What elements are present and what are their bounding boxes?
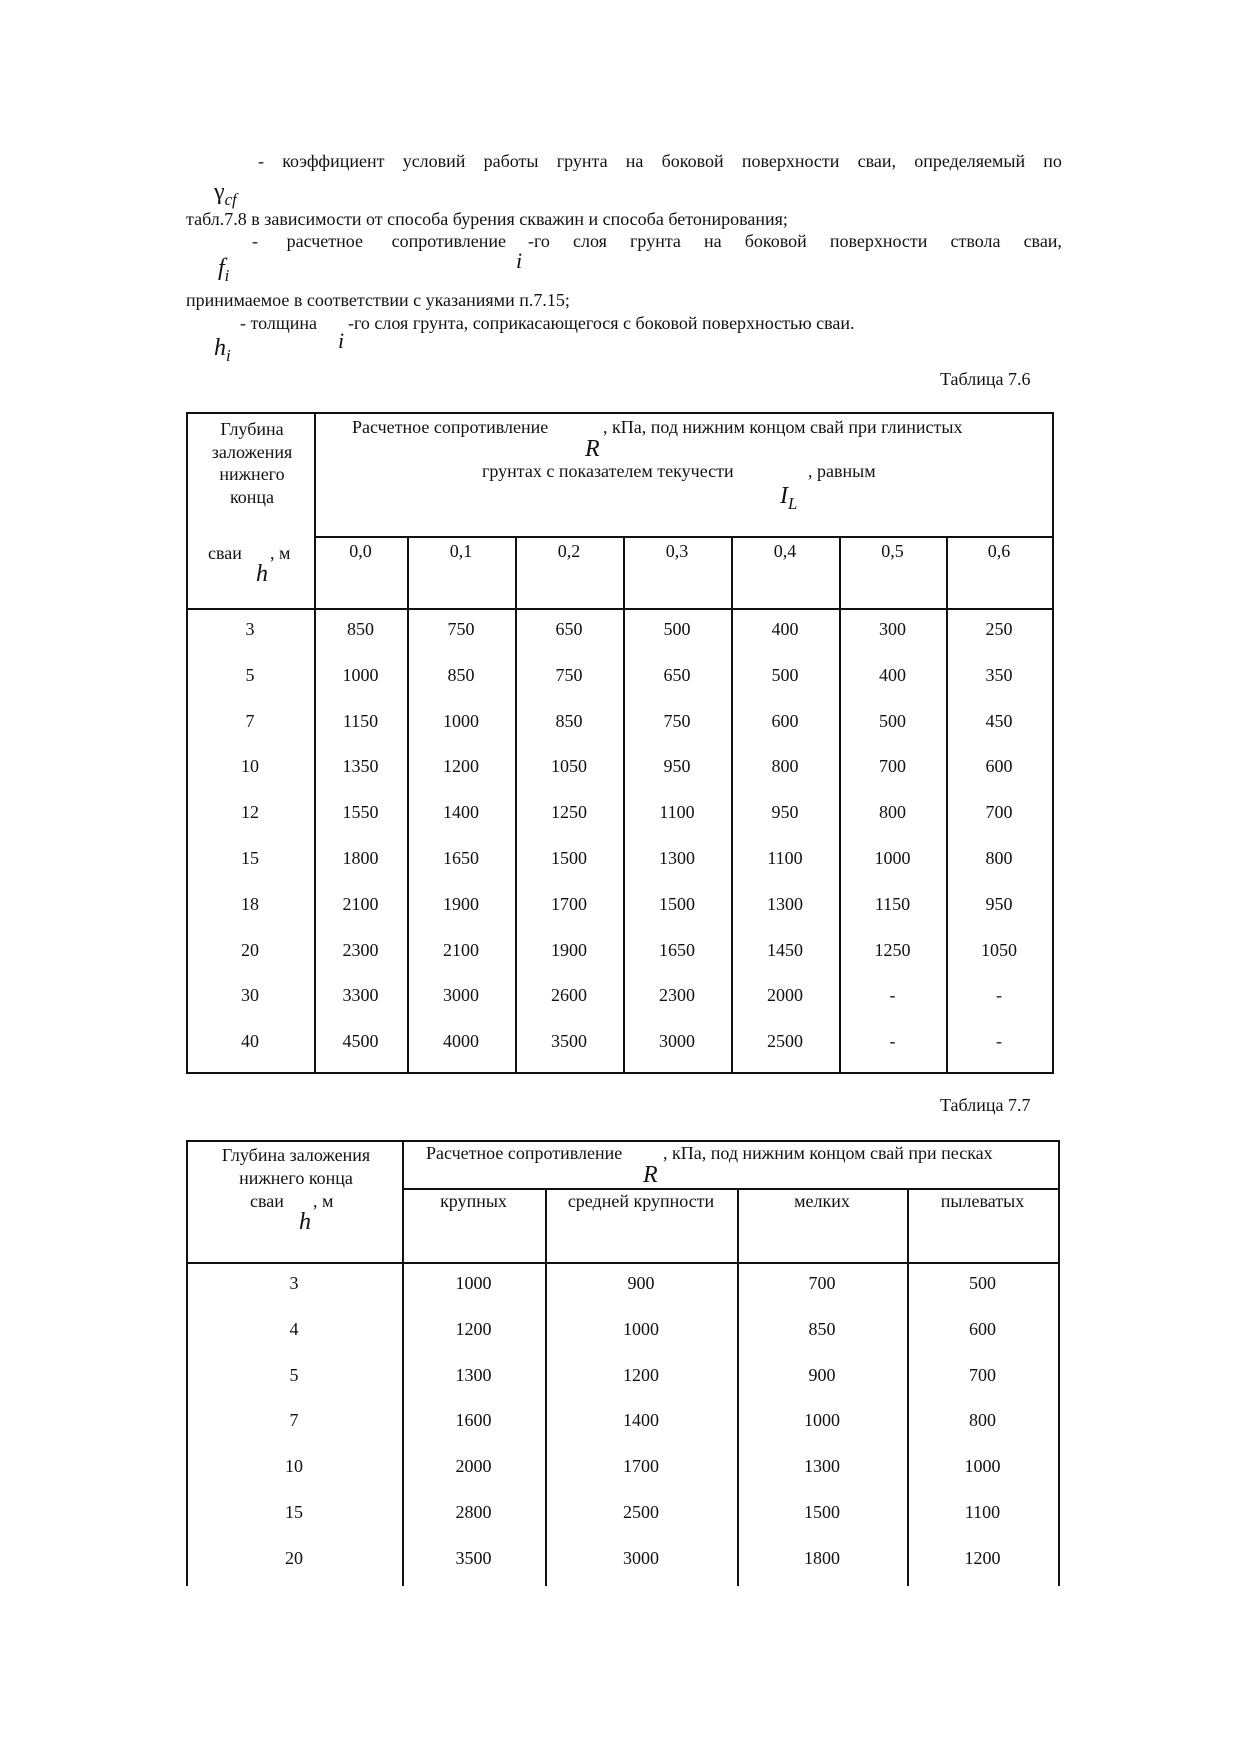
- f-definition-word: -: [252, 231, 258, 251]
- main-header-line2: грунтах с показателем текучести: [482, 461, 734, 481]
- depth-cell: 12: [241, 802, 259, 822]
- table-border-top: [186, 1140, 1060, 1142]
- value-cell: 700: [985, 802, 1013, 822]
- gamma-definition-word: по: [1043, 151, 1062, 171]
- f-definition-line2: принимаемое в соответствии с указаниями п.7.15;: [186, 290, 570, 310]
- value-cell: 4000: [443, 1031, 479, 1051]
- value-cell: 1000: [443, 711, 479, 731]
- gamma-definition-word: поверхности: [741, 151, 840, 171]
- value-cell: 1000: [804, 1410, 840, 1430]
- value-cell: 700: [969, 1365, 996, 1385]
- column-divider: [907, 1188, 909, 1586]
- value-cell: 1500: [804, 1502, 840, 1522]
- value-cell: 2100: [342, 894, 379, 914]
- depth-unit: , м: [270, 543, 291, 563]
- column-header: 0,6: [987, 541, 1011, 561]
- table-header-bottom: [186, 608, 1054, 610]
- f-definition-word: боковой: [744, 231, 807, 251]
- depth-cell: 5: [245, 665, 255, 685]
- depth-cell: 10: [285, 1456, 303, 1476]
- value-cell: 2500: [767, 1031, 803, 1051]
- depth-cell: 30: [241, 985, 259, 1005]
- depth-cell: 3: [289, 1273, 299, 1293]
- table-border-bottom: [186, 1072, 1054, 1074]
- value-cell: 1100: [659, 802, 695, 822]
- depth-cell: 15: [285, 1502, 303, 1522]
- value-cell: 750: [663, 711, 691, 731]
- value-cell: 1500: [659, 894, 695, 914]
- column-divider: [545, 1188, 547, 1586]
- h-i-symbol: $h_i$: [214, 335, 231, 365]
- f-definition-word: грунта: [630, 231, 681, 251]
- value-cell: 950: [985, 894, 1013, 914]
- value-cell: 3000: [659, 1031, 695, 1051]
- column-divider: [314, 412, 316, 1074]
- value-cell: 1100: [767, 848, 803, 868]
- depth-header: Глубина заложения нижнего конца: [221, 1145, 371, 1188]
- value-cell: 950: [663, 756, 691, 776]
- column-divider: [623, 536, 625, 1074]
- column-divider: [946, 536, 948, 1074]
- value-cell: 1650: [659, 940, 695, 960]
- value-cell: 1300: [804, 1456, 840, 1476]
- main-header-part2: , кПа, под нижним концом свай при песках: [663, 1143, 993, 1163]
- table-border-top: [186, 412, 1054, 414]
- value-cell: 3500: [455, 1548, 492, 1568]
- value-cell: 600: [985, 756, 1013, 776]
- value-cell: 1800: [804, 1548, 840, 1568]
- value-cell: 400: [771, 619, 799, 639]
- value-cell: 950: [771, 802, 799, 822]
- value-cell: 500: [969, 1273, 996, 1293]
- value-cell: 3000: [623, 1548, 659, 1568]
- value-cell: 1000: [342, 665, 379, 685]
- value-cell: 1000: [964, 1456, 1001, 1476]
- f-definition-word: сваи,: [1023, 231, 1062, 251]
- value-cell: 500: [771, 665, 799, 685]
- main-header-part2: , кПа, под нижним концом свай при глинистых: [603, 417, 963, 437]
- column-divider: [407, 536, 409, 1074]
- main-header-part1: Расчетное сопротивление: [426, 1143, 623, 1163]
- table-header-bottom: [186, 1262, 1060, 1264]
- value-cell: 1200: [443, 756, 479, 776]
- column-header: 0,3: [665, 541, 689, 561]
- gamma-definition-word: определяемый: [914, 151, 1026, 171]
- gamma-definition-word: на: [625, 151, 644, 171]
- depth-cell: 40: [241, 1031, 259, 1051]
- table-7-6-caption: Таблица 7.6: [940, 369, 1031, 389]
- column-divider: [731, 536, 733, 1074]
- column-header: средней крупности: [567, 1191, 715, 1211]
- main-header-part1: Расчетное сопротивление: [352, 417, 549, 437]
- value-cell: 850: [808, 1319, 836, 1339]
- h-definition-suffix: -го слоя грунта, соприкасающегося с боковой поверхностью сваи.: [348, 313, 855, 333]
- value-cell: 1200: [623, 1365, 659, 1385]
- value-cell: 900: [808, 1365, 836, 1385]
- value-cell: 800: [969, 1410, 996, 1430]
- value-cell: 1350: [342, 756, 379, 776]
- value-cell: 650: [555, 619, 583, 639]
- value-cell: 350: [985, 665, 1013, 685]
- depth-header: Глубина заложения нижнего конца: [211, 419, 293, 507]
- value-cell: 850: [347, 619, 374, 639]
- value-cell: 2000: [455, 1456, 492, 1476]
- value-cell: 1200: [455, 1319, 492, 1339]
- value-cell: -: [996, 985, 1002, 1005]
- gamma-definition-line2: табл.7.8 в зависимости от способа бурения скважин и способа бетонирования;: [186, 209, 788, 229]
- value-cell: 1050: [981, 940, 1017, 960]
- value-cell: 800: [879, 802, 906, 822]
- table-border-left: [186, 1140, 188, 1586]
- gamma-definition-word: работы: [483, 151, 539, 171]
- value-cell: 1900: [551, 940, 587, 960]
- f-definition-word: на: [704, 231, 722, 251]
- value-cell: 850: [555, 711, 583, 731]
- value-cell: -: [889, 985, 896, 1005]
- gamma-definition-line1: [258, 152, 1062, 170]
- value-cell: 2100: [443, 940, 479, 960]
- value-cell: 1000: [874, 848, 911, 868]
- f-definition-word: -го: [528, 231, 550, 251]
- value-cell: 750: [447, 619, 475, 639]
- table-border-right: [1052, 412, 1054, 1074]
- value-cell: 1000: [623, 1319, 659, 1339]
- value-cell: 900: [627, 1273, 655, 1293]
- value-cell: 4500: [342, 1031, 379, 1051]
- value-cell: 1600: [455, 1410, 492, 1430]
- value-cell: 1300: [455, 1365, 492, 1385]
- gamma-definition-word: грунта: [556, 151, 608, 171]
- depth-cell: 20: [285, 1548, 303, 1568]
- value-cell: 1500: [551, 848, 587, 868]
- main-header-line2-end: , равным: [808, 461, 876, 481]
- f-definition-line1-right: [528, 232, 1062, 250]
- value-cell: 1300: [767, 894, 803, 914]
- f-definition-word: поверхности: [829, 231, 928, 251]
- value-cell: -: [889, 1031, 896, 1051]
- value-cell: 1550: [342, 802, 379, 822]
- table-header-divider: [402, 1188, 1060, 1190]
- table-header-divider: [314, 536, 1054, 538]
- column-header: крупных: [440, 1191, 507, 1211]
- value-cell: 1200: [964, 1548, 1001, 1568]
- value-cell: 1250: [551, 802, 587, 822]
- h-definition-prefix: - толщина: [240, 313, 317, 333]
- depth-header-tail: сваи: [208, 543, 242, 563]
- h-symbol: h: [256, 561, 268, 587]
- i-symbol: i: [338, 328, 345, 353]
- column-header: мелких: [794, 1191, 850, 1211]
- value-cell: 1100: [964, 1502, 1001, 1522]
- value-cell: 500: [663, 619, 691, 639]
- f-definition-word: слоя: [573, 231, 607, 251]
- value-cell: 800: [771, 756, 799, 776]
- depth-cell: 3: [245, 619, 255, 639]
- column-divider: [737, 1188, 739, 1586]
- gamma-cf-symbol: $\gamma_{cf}$: [214, 179, 237, 209]
- value-cell: 1250: [874, 940, 911, 960]
- depth-cell: 4: [289, 1319, 299, 1339]
- f-i-symbol: $f_i$: [218, 255, 230, 285]
- column-header: 0,2: [557, 541, 581, 561]
- value-cell: 1050: [551, 756, 587, 776]
- gamma-definition-word: условий: [402, 151, 466, 171]
- depth-cell: 20: [241, 940, 259, 960]
- value-cell: 1700: [551, 894, 587, 914]
- value-cell: 750: [555, 665, 583, 685]
- f-definition-line1-left: [252, 232, 506, 250]
- value-cell: 300: [879, 619, 906, 639]
- depth-cell: 5: [289, 1365, 299, 1385]
- r-symbol: R: [585, 436, 600, 462]
- column-header: 0,4: [773, 541, 797, 561]
- value-cell: 3500: [551, 1031, 587, 1051]
- value-cell: 1150: [342, 711, 379, 731]
- value-cell: 2500: [623, 1502, 659, 1522]
- value-cell: 1700: [623, 1456, 659, 1476]
- i-symbol: i: [516, 248, 523, 273]
- depth-cell: 15: [241, 848, 259, 868]
- table-border-right: [1058, 1140, 1060, 1586]
- value-cell: 400: [879, 665, 906, 685]
- f-definition-word: ствола: [950, 231, 1001, 251]
- table-7-7-caption: Таблица 7.7: [940, 1095, 1031, 1115]
- column-header: 0,1: [449, 541, 473, 561]
- value-cell: 1300: [659, 848, 695, 868]
- value-cell: 3300: [342, 985, 379, 1005]
- depth-unit: , м: [313, 1191, 334, 1211]
- gamma-definition-word: -: [258, 151, 264, 171]
- value-cell: 1400: [443, 802, 479, 822]
- table-border-left: [186, 412, 188, 1074]
- depth-cell: 7: [245, 711, 255, 731]
- value-cell: 2300: [659, 985, 695, 1005]
- f-definition-word: сопротивление: [391, 231, 506, 251]
- value-cell: 1650: [443, 848, 479, 868]
- value-cell: 1450: [767, 940, 803, 960]
- value-cell: 1800: [342, 848, 379, 868]
- depth-cell: 10: [241, 756, 259, 776]
- value-cell: 2300: [342, 940, 379, 960]
- value-cell: 1000: [455, 1273, 492, 1293]
- h-symbol: h: [299, 1209, 311, 1235]
- value-cell: 2000: [767, 985, 803, 1005]
- value-cell: 800: [985, 848, 1013, 868]
- value-cell: 850: [447, 665, 475, 685]
- r-symbol: R: [643, 1162, 658, 1188]
- value-cell: 600: [969, 1319, 996, 1339]
- gamma-definition-word: боковой: [661, 151, 724, 171]
- value-cell: 1400: [623, 1410, 659, 1430]
- column-divider: [839, 536, 841, 1074]
- gamma-definition-word: коэффициент: [282, 151, 385, 171]
- value-cell: 1150: [874, 894, 911, 914]
- value-cell: 1900: [443, 894, 479, 914]
- column-divider: [402, 1140, 404, 1586]
- value-cell: 250: [985, 619, 1013, 639]
- gamma-definition-word: сваи,: [857, 151, 896, 171]
- value-cell: 600: [771, 711, 799, 731]
- value-cell: 500: [879, 711, 906, 731]
- depth-cell: 18: [241, 894, 259, 914]
- depth-cell: 7: [289, 1410, 299, 1430]
- depth-header-tail: сваи: [250, 1191, 284, 1211]
- value-cell: 650: [663, 665, 691, 685]
- value-cell: 2600: [551, 985, 587, 1005]
- value-cell: 3000: [443, 985, 479, 1005]
- value-cell: -: [996, 1031, 1002, 1051]
- column-header: 0,5: [881, 541, 904, 561]
- column-header: 0,0: [349, 541, 372, 561]
- f-definition-word: расчетное: [286, 231, 363, 251]
- column-header: пылеватых: [940, 1191, 1025, 1211]
- value-cell: 450: [985, 711, 1013, 731]
- column-divider: [515, 536, 517, 1074]
- value-cell: 700: [879, 756, 906, 776]
- value-cell: 2800: [455, 1502, 492, 1522]
- il-symbol: $I_L$: [780, 483, 798, 513]
- value-cell: 700: [808, 1273, 836, 1293]
